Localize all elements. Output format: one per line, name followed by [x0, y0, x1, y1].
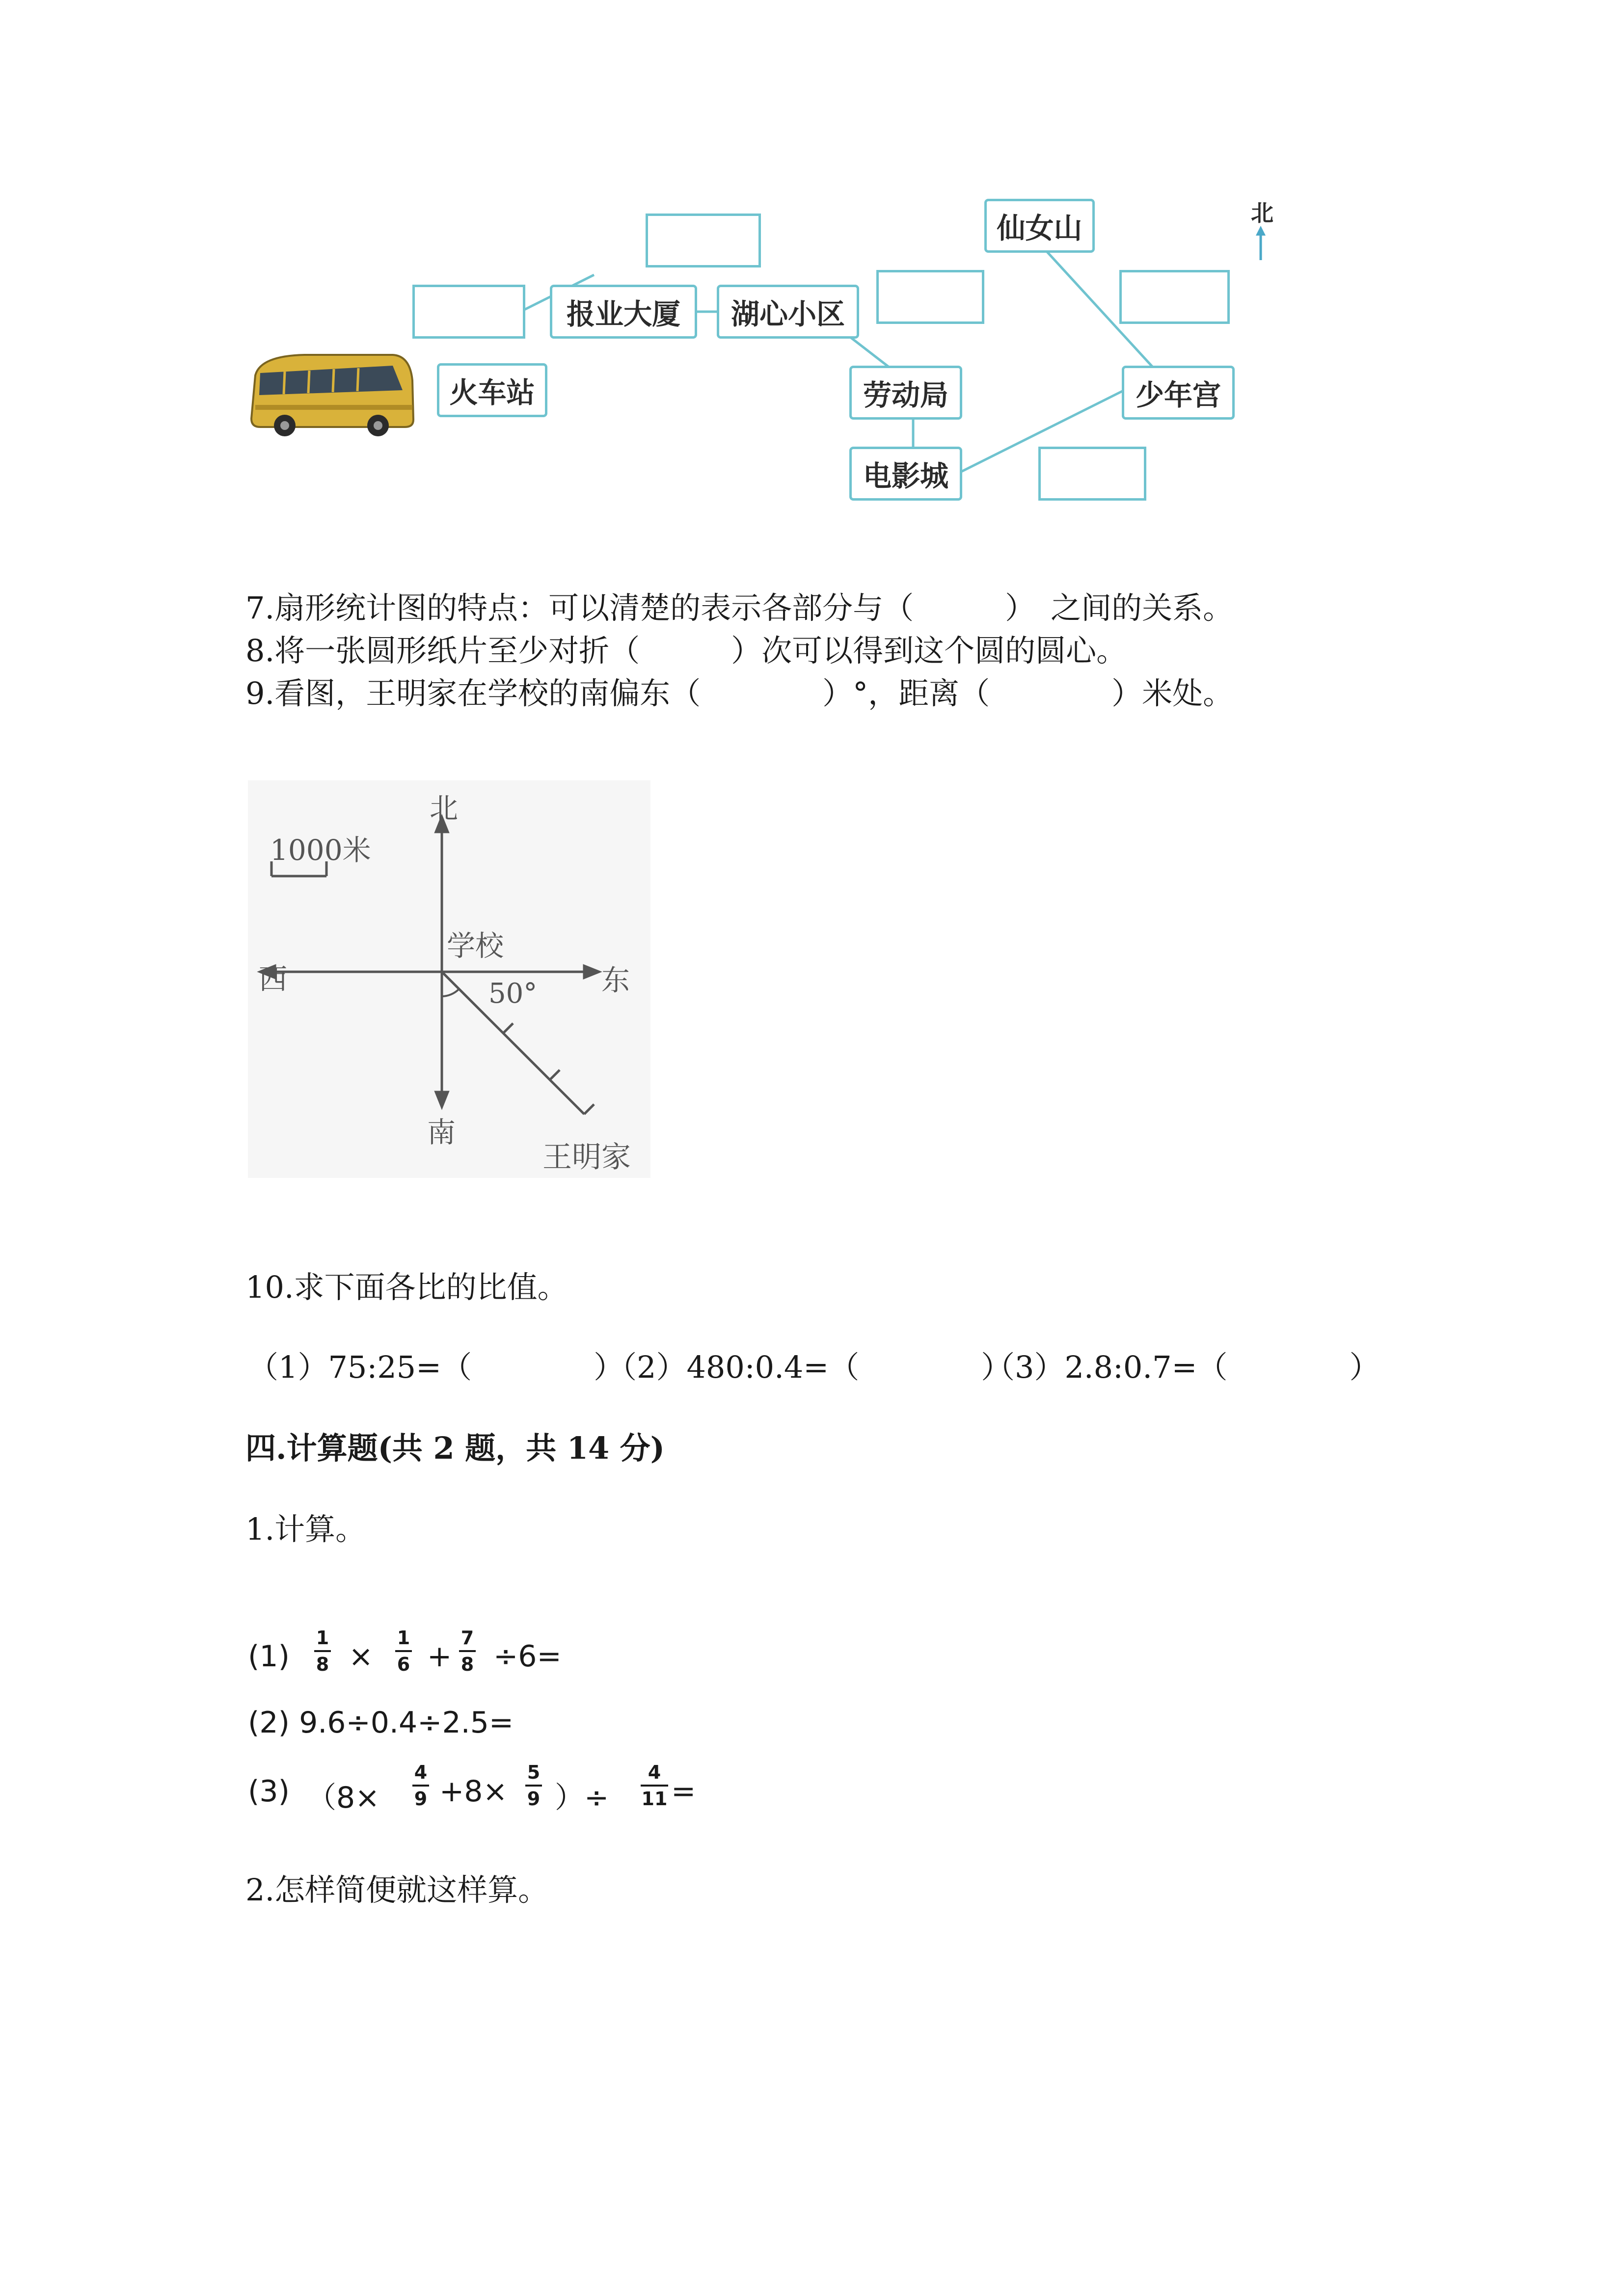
- question-10-item: （1）75:25=（ ）: [248, 1349, 624, 1385]
- numerator: 7: [460, 1627, 474, 1649]
- place-fairy-mountain: 仙女山: [984, 199, 1095, 253]
- route-map: [241, 187, 1311, 510]
- fraction: [525, 1763, 542, 1808]
- times-sign: ×: [349, 1639, 374, 1674]
- open-part: （8×: [307, 1781, 380, 1815]
- problem-label: (3): [248, 1774, 290, 1809]
- blank-box: [646, 214, 761, 267]
- denominator: 9: [414, 1788, 428, 1810]
- place-cinema-city: 电影城: [849, 447, 962, 501]
- question-10-item: （3）2.8:0.7=（ ）: [984, 1349, 1380, 1385]
- blank-box: [876, 270, 984, 324]
- denominator: 11: [641, 1788, 668, 1810]
- fraction: [459, 1629, 476, 1674]
- compass-home: 王明家: [542, 1140, 631, 1175]
- compass-south: 南: [427, 1116, 456, 1149]
- compass-school: 学校: [447, 929, 504, 962]
- north-arrow-icon: [1256, 226, 1266, 260]
- compass-east: 东: [601, 963, 630, 997]
- fraction: [395, 1629, 412, 1674]
- numerator: 1: [316, 1627, 329, 1649]
- place-huxin-district: 湖心小区: [717, 285, 859, 339]
- denominator: 8: [460, 1654, 474, 1675]
- numerator: 5: [527, 1762, 541, 1783]
- blank-box: [1119, 270, 1230, 324]
- question-8: 8.将一张圆形纸片至少对折（ ）次可以得到这个圆的圆心。: [245, 633, 1127, 668]
- compass-diagram: [248, 780, 650, 1178]
- question-7: 7.扇形统计图的特点：可以清楚的表示各部分与（ ） 之间的关系。: [245, 590, 1234, 626]
- fraction: [412, 1763, 429, 1808]
- denominator: 6: [397, 1654, 410, 1675]
- problem-tail: ÷6=: [493, 1639, 562, 1674]
- calc-question-2-title: 2.怎样简便就这样算。: [245, 1872, 549, 1908]
- calc-question-1-title: 1.计算。: [245, 1511, 366, 1547]
- numerator: 4: [414, 1762, 428, 1783]
- place-labor-bureau: 劳动局: [849, 366, 962, 420]
- problem-label: (1): [248, 1639, 290, 1674]
- compass-west: 西: [259, 962, 288, 996]
- place-baoye-building: 报业大厦: [550, 285, 697, 339]
- problem-tail: =: [671, 1774, 696, 1809]
- compass-angle: 50°: [488, 978, 538, 1010]
- calc-problem-3: [248, 1757, 739, 1831]
- compass-scale: 1000米: [270, 833, 371, 867]
- question-10-title: 10.求下面各比的比值。: [245, 1269, 568, 1305]
- section-4-heading: 四.计算题(共 2 题，共 14 分): [245, 1430, 665, 1466]
- place-youth-palace: 少年宫: [1122, 366, 1235, 420]
- plus-sign: +: [427, 1639, 452, 1674]
- blank-box: [1038, 447, 1146, 501]
- close-part: ）÷: [555, 1781, 609, 1815]
- denominator: 9: [527, 1788, 541, 1810]
- numerator: 1: [397, 1627, 410, 1649]
- question-9: 9.看图，王明家在学校的南偏东（ ）°，距离（ ）米处。: [245, 675, 1234, 711]
- calc-problem-1: [248, 1625, 690, 1693]
- numerator: 4: [648, 1762, 661, 1783]
- denominator: 8: [316, 1654, 329, 1675]
- compass-north: 北: [430, 792, 459, 825]
- mid-part: +8×: [439, 1774, 508, 1809]
- fraction: [314, 1629, 331, 1674]
- fraction: [641, 1763, 668, 1808]
- bus-icon: [245, 346, 417, 439]
- blank-box: [412, 285, 525, 339]
- north-label: 北: [1251, 200, 1273, 226]
- place-train-station: 火车站: [437, 363, 547, 417]
- question-10-item: （2）480:0.4=（ ）: [606, 1349, 1012, 1385]
- calc-problem-2: (2) 9.6÷0.4÷2.5=: [248, 1706, 514, 1740]
